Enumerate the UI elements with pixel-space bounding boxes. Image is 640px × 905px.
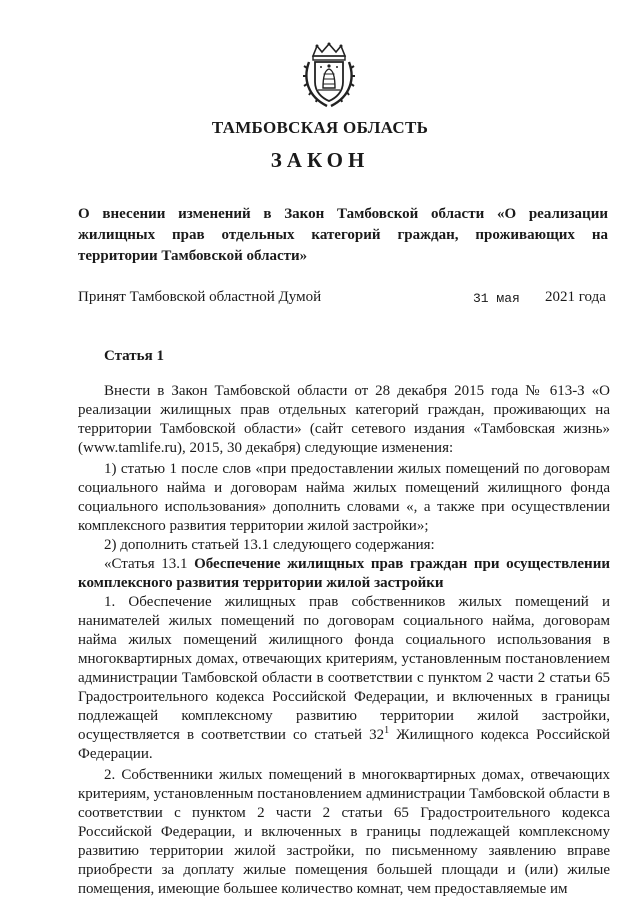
region-name: ТАМБОВСКАЯ ОБЛАСТЬ xyxy=(211,118,429,137)
article-13-1-heading xyxy=(78,555,610,593)
article-heading: Статья 1 xyxy=(104,348,164,364)
paragraph-1-superscript: 1 xyxy=(384,725,390,736)
law-title: ЗАКОН xyxy=(270,148,370,172)
article-body xyxy=(78,382,610,899)
law-subject: О внесении изменений в Закон Тамбовской области «О реализации жилищных прав отдельных категорий граждан, проживающих на территории Тамбовской области» xyxy=(78,206,608,264)
coat-of-arms-icon xyxy=(303,42,355,108)
change-item-1: 1) статью 1 после слов «при предоставлении жилых помещений по договорам социального найма и договорам найма жилых помещений жилищного фонда социального использования» дополнить словами «, а также при осуществлении комплексного развития территории жилой застройки»; xyxy=(78,461,610,534)
article-13-1-title: Обеспечение жилищных прав граждан при осуществлении комплексного развития территории жилой застройки xyxy=(78,556,610,591)
paragraph-1 xyxy=(78,593,610,764)
article-intro: Внести в Закон Тамбовской области от 28 декабря 2015 года № 613-З «О реализации жилищных прав отдельных категорий граждан, проживающих на территории Тамбовской области» (сайт сетевого издания «Тамбовская жизнь» (www.tamlife.ru), 2015, 30 декабря) следующие изменения: xyxy=(78,383,610,456)
adoption-year: 2021 года xyxy=(545,289,606,305)
change-item-2: 2) дополнить статьей 13.1 следующего содержания: xyxy=(104,537,435,553)
adoption-day-month: 31 мая xyxy=(473,291,520,306)
adoption-text: Принят Тамбовской областной Думой xyxy=(78,289,322,305)
article-13-1-prefix: «Статья 13.1 xyxy=(104,556,195,572)
paragraph-2: 2. Собственники жилых помещений в многоквартирных домах, отвечающих критериям, установленным постановлением администрации Тамбовской области в соответствии с пунктом 2 части 2 статьи 65 Градостроительного кодекса Российской Федерации, и включенных в границы подлежащей комплексному развитию территории жилой застройки, по письменному заявлению вправе приобрести за доплату жилые помещения большей площади и (или) жилые помещения, имеющие большее количество комнат, чем предоставляемые им xyxy=(78,767,610,897)
paragraph-1-main: 1. Обеспечение жилищных прав собственников жилых помещений и нанимателей жилых помещений по договорам социального найма, договорам найма жилых помещений жилищного фонда социального использования в многоквартирных домах, отвечающих критериям, установленным постановлением администрации Тамбовской области в соответствии с пунктом 2 части 2 статьи 65 Градостроительного кодекса Российской Федерации, и включенных в границы подлежащей комплексному развитию территории жилой застройки, осуществляется в соответствии со статьей 32 xyxy=(78,594,610,743)
paragraph-1-tail: Жилищного кодекса Российской Федерации. xyxy=(78,727,610,762)
